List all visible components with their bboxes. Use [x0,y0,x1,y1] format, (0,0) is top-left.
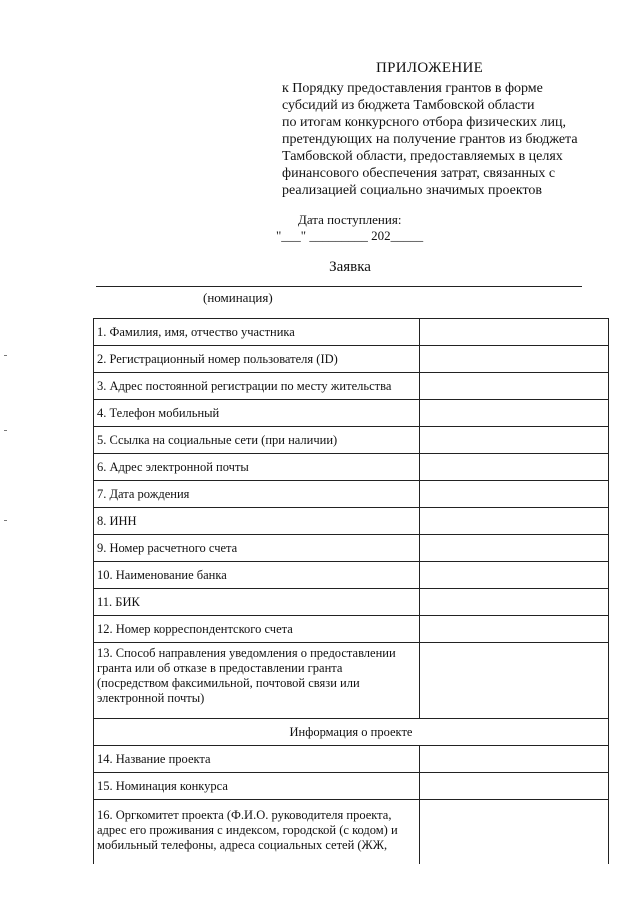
table-row [94,319,609,346]
table-row [94,562,609,589]
field-label: 3. Адрес постоянной регистрации по месту жительства [94,373,420,400]
field-label-line: гранта или об отказе в предоставлении гранта [97,661,343,675]
field-label: 6. Адрес электронной почты [94,454,420,481]
scan-mark [4,430,7,431]
appendix-line: финансового обеспечения затрат, связанных с [282,166,556,181]
nomination-label: (номинация) [203,290,273,305]
field-label [94,800,420,865]
appendix-line: к Порядку предоставления грантов в форме [282,81,543,96]
field-label: 15. Номинация конкурса [94,773,420,800]
field-value-cell[interactable] [420,643,609,719]
field-value-cell[interactable] [420,508,609,535]
table-row [94,373,609,400]
field-label: 4. Телефон мобильный [94,400,420,427]
receipt-date [276,212,423,244]
field-label: 12. Номер корреспондентского счета [94,616,420,643]
table-row [94,773,609,800]
table-row [94,508,609,535]
field-value-cell[interactable] [420,481,609,508]
scan-mark [4,520,7,521]
table-row [94,535,609,562]
field-value-cell[interactable] [420,562,609,589]
appendix-line: Тамбовской области, предоставляемых в целях [282,149,563,164]
table-row [94,400,609,427]
field-label: 14. Название проекта [94,746,420,773]
appendix-text [282,80,622,199]
table-row [94,346,609,373]
scan-mark [4,355,7,356]
appendix-line: субсидий из бюджета Тамбовской области [282,98,535,113]
field-label: 11. БИК [94,589,420,616]
receipt-date-label: Дата поступления: [298,212,402,227]
application-form-table [93,318,609,864]
table-row [94,481,609,508]
field-label-line: мобильный телефоны, адреса социальных сетей (ЖЖ, [97,838,388,852]
field-value-cell[interactable] [420,589,609,616]
field-value-cell[interactable] [420,346,609,373]
section-title: Информация о проекте [94,719,609,746]
field-value-cell[interactable] [420,400,609,427]
appendix-line: по итогам конкурсного отбора физических лиц, [282,115,566,130]
field-label-line: (посредством факсимильной, почтовой связи или [97,676,360,690]
application-title: Заявка [329,259,371,275]
field-label: 5. Ссылка на социальные сети (при наличии) [94,427,420,454]
table-row [94,589,609,616]
table-row [94,643,609,719]
table-row [94,427,609,454]
field-value-cell[interactable] [420,773,609,800]
receipt-date-field[interactable]: "___" _________ 202_____ [276,228,424,243]
appendix-title: ПРИЛОЖЕНИЕ [376,60,484,76]
table-row [94,616,609,643]
field-value-cell[interactable] [420,319,609,346]
table-row [94,746,609,773]
table-row [94,800,609,865]
field-value-cell[interactable] [420,427,609,454]
field-label-line: электронной почты) [97,691,205,705]
field-label-line: 16. Оргкомитет проекта (Ф.И.О. руководителя проекта, [97,808,392,822]
field-value-cell[interactable] [420,800,609,865]
field-label: 2. Регистрационный номер пользователя (ID) [94,346,420,373]
appendix-line: претендующих на получение грантов из бюджета [282,132,578,147]
field-label [94,643,420,719]
field-value-cell[interactable] [420,616,609,643]
field-label: 7. Дата рождения [94,481,420,508]
field-label: 10. Наименование банка [94,562,420,589]
nomination-line[interactable] [96,286,582,287]
table-row [94,454,609,481]
appendix-line: реализацией социально значимых проектов [282,183,543,198]
field-label: 1. Фамилия, имя, отчество участника [94,319,420,346]
field-label: 9. Номер расчетного счета [94,535,420,562]
section-header-row [94,719,609,746]
field-value-cell[interactable] [420,454,609,481]
field-value-cell[interactable] [420,746,609,773]
field-value-cell[interactable] [420,535,609,562]
field-label-line: 13. Способ направления уведомления о предоставлении [97,646,396,660]
field-value-cell[interactable] [420,373,609,400]
field-label: 8. ИНН [94,508,420,535]
field-label-line: адрес его проживания с индексом, городской (с кодом) и [97,823,398,837]
